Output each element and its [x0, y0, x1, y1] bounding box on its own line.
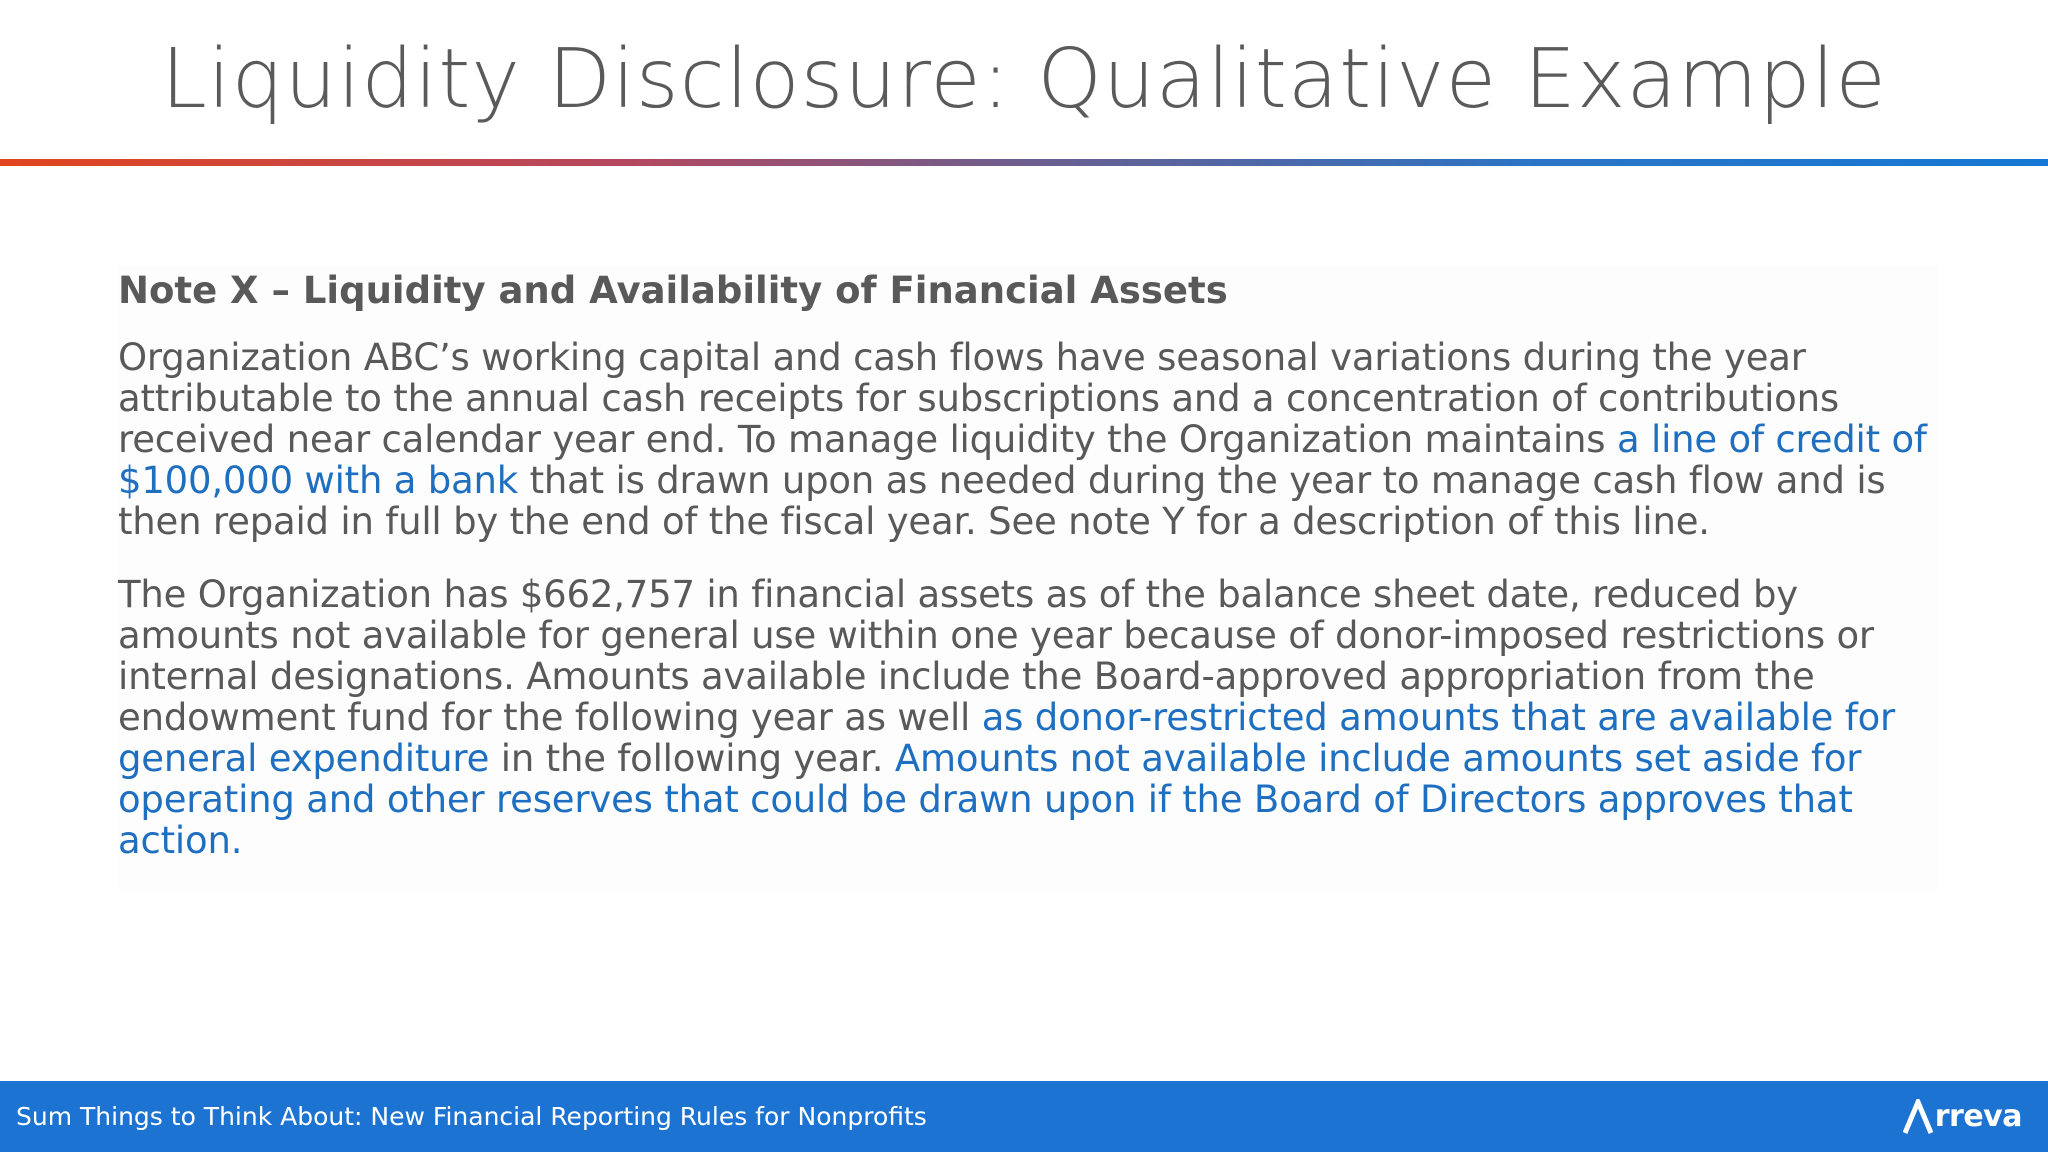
- note-paragraph-2: [118, 574, 1938, 861]
- note-paragraph-1: [118, 337, 1938, 542]
- arreva-a-logo-icon: [1903, 1099, 1933, 1135]
- logo-text: rreva: [1934, 1099, 2022, 1134]
- paragraph-2-highlight-not-available: Amounts not available include amounts set aside for operating and other reserves that could be drawn upon if the Board of Directors approves that action.: [118, 737, 1862, 862]
- paragraph-2-highlight-donor-restricted: as donor-restricted amounts that are available for general expenditure: [118, 696, 1896, 780]
- slide-title: Liquidity Disclosure: Qualitative Example: [161, 32, 1887, 127]
- paragraph-1-text-b: that is drawn upon as needed during the year to manage cash flow and is then repaid in full by the end of the fiscal year. See note Y for a description of this line.: [118, 459, 1886, 543]
- footer-bar: [0, 1081, 2048, 1152]
- title-divider: [0, 159, 2048, 166]
- note-content: [118, 265, 1938, 893]
- paragraph-1-text-a: Organization ABC’s working capital and cash flows have seasonal variations during the year attributable to the annual cash receipts for subscriptions and a concentration of contributions received near calendar year end. To manage liquidity the Organization maintains: [118, 336, 1839, 461]
- paragraph-1-highlight-line-of-credit: a line of credit of $100,000 with a bank: [118, 418, 1927, 502]
- footer-presentation-title: Sum Things to Think About: New Financial Reporting Rules for Nonprofits: [16, 1102, 927, 1131]
- paragraph-2-text-a: The Organization has $662,757 in financial assets as of the balance sheet date, reduced by amounts not available for general use within one year because of donor-imposed restrictions or internal designations. Amounts available include the Board-approved appropriation from the endowment fund for the following year as well: [118, 573, 1874, 739]
- arreva-logo: [1903, 1081, 2022, 1152]
- paragraph-2-text-b: in the following year.: [489, 737, 895, 780]
- note-heading: Note X – Liquidity and Availability of Financial Assets: [118, 269, 1228, 312]
